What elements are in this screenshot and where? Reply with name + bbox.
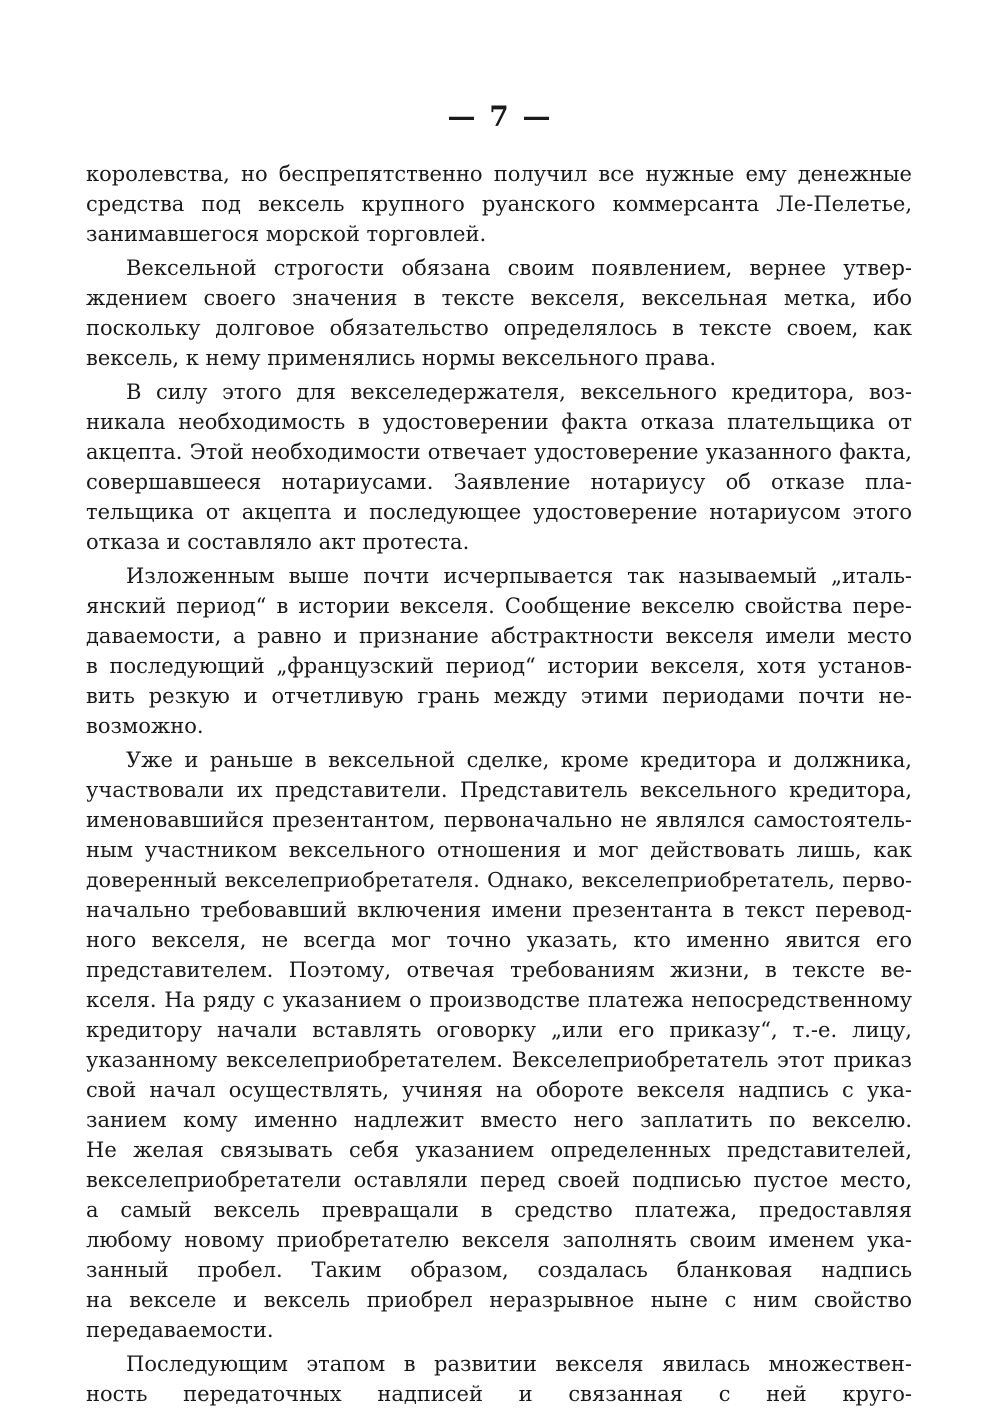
text-line: вить резкую и отчетливую грань между этими периодами почти не- [86, 684, 912, 708]
text-line: средства под вексель крупного руанского коммерсанта Ле-Пелетье, [86, 192, 912, 216]
text-line: акцепта. Этой необходимости отвечает удостоверение указанного факта, [86, 440, 912, 464]
text-line: занимавшегося морской торговлей. [86, 222, 487, 246]
text-line: никала необходимость в удостоверении факта отказа плательщика от [86, 410, 912, 434]
text-body [86, 159, 912, 1409]
text-line: доверенный векселеприобретателя. Однако, векселеприобретатель, перво- [86, 868, 912, 892]
paragraph [86, 561, 912, 741]
text-line: а самый вексель превращали в средство платежа, предоставляя [86, 1198, 912, 1222]
text-line: передаваемости. [86, 1318, 274, 1342]
paragraph [86, 377, 912, 557]
text-line: Вексельной строгости обязана своим появлением, вернее утвер- [126, 256, 912, 280]
paragraph [86, 253, 912, 373]
text-line: возможно. [86, 714, 204, 738]
text-line: поскольку долговое обязательство определялось в тексте своем, как [86, 316, 912, 340]
text-line: представителем. Поэтому, отвечая требованиям жизни, в тексте ве- [86, 958, 912, 982]
text-line: векселеприобретатели оставляли перед своей подписью пустое место, [86, 1168, 912, 1192]
text-line: на векселе и вексель приобрел неразрывное ныне с ним свойство [86, 1288, 912, 1312]
text-line: королевства, но беспрепятственно получил все нужные ему денежные [86, 162, 912, 186]
text-line: Не желая связывать себя указанием определенных представителей, [86, 1138, 912, 1162]
paragraph [86, 745, 912, 1345]
text-line: Изложенным выше почти исчерпывается так называемый „италь- [126, 564, 912, 588]
text-line: ждением своего значения в тексте векселя, вексельная метка, ибо [86, 286, 912, 310]
text-line: ность передаточных надписей и связанная с ней круго- [86, 1382, 912, 1406]
paragraph [86, 1349, 912, 1409]
text-line: Уже и раньше в вексельной сделке, кроме кредитора и должника, [126, 748, 912, 772]
text-line: кселя. На ряду с указанием о производстве платежа непосредственному [86, 988, 912, 1012]
text-line: совершавшееся нотариусами. Заявление нотариусу об отказе пла- [86, 470, 912, 494]
text-line: любому новому приобретателю векселя заполнять своим именем ука- [86, 1228, 912, 1252]
text-line: в последующий „французский период“ истории векселя, хотя установ- [86, 654, 912, 678]
text-line: янский период“ в истории векселя. Сообщение векселю свойства пере- [86, 594, 912, 618]
text-line: занием кому именно надлежит вместо него заплатить по векселю. [86, 1108, 912, 1132]
text-line: начально требовавший включения имени презентанта в текст перевод- [86, 898, 912, 922]
text-line: кредитору начали вставлять оговорку „или его приказу“, т.-е. лицу, [86, 1018, 912, 1042]
text-line: вексель, к нему применялись нормы вексельного права. [86, 346, 717, 370]
text-line: отказа и составляло акт протеста. [86, 530, 470, 554]
text-line: свой начал осуществлять, учиняя на обороте векселя надпись с ука- [86, 1078, 912, 1102]
text-line: даваемости, а равно и признание абстрактности векселя имели место [86, 624, 912, 648]
text-line: участвовали их представители. Представитель вексельного кредитора, [86, 778, 912, 802]
text-line: занный пробел. Таким образом, создалась бланковая надпись [86, 1258, 912, 1282]
paragraph [86, 159, 912, 249]
text-line: Последующим этапом в развитии векселя явилась множествен- [126, 1352, 912, 1376]
text-line: именовавшийся презентантом, первоначально не являлся самостоятель- [86, 808, 912, 832]
text-line: В силу этого для векселедержателя, вексельного кредитора, воз- [126, 380, 912, 404]
text-line: тельщика от акцепта и последующее удостоверение нотариусом этого [86, 500, 912, 524]
text-line: указанному векселеприобретателем. Векселеприобретатель этот приказ [86, 1048, 912, 1072]
page-number: — 7 — [447, 100, 553, 133]
text-line: ного векселя, не всегда мог точно указать, кто именно явится его [86, 928, 912, 952]
text-line: ным участником вексельного отношения и мог действовать лишь, как [86, 838, 912, 862]
